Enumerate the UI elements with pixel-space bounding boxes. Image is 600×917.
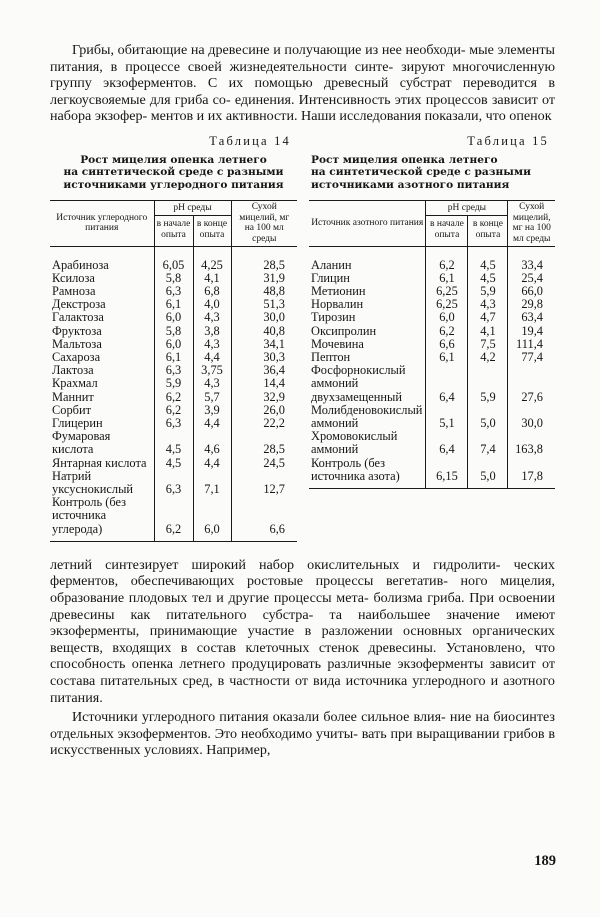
ph-start-cell: 6,1 xyxy=(154,351,193,364)
table-row xyxy=(50,325,297,338)
source-cell: Фруктоза xyxy=(50,325,154,338)
text-line: мые элементы питания, в процессе своей жизнедеятельности синте- xyxy=(50,42,555,75)
source-cell: Фумаровая кислота xyxy=(50,430,154,456)
table-row xyxy=(309,430,555,456)
ph-end-cell: 4,4 xyxy=(193,351,231,364)
ph-start-cell: 6,0 xyxy=(154,311,193,324)
ph-start-cell: 6,05 xyxy=(154,246,193,272)
ph-start-cell: 6,1 xyxy=(426,351,468,364)
ph-end-cell: 4,6 xyxy=(193,430,231,456)
ph-start-cell: 6,25 xyxy=(426,285,468,298)
ph-end-cell: 4,2 xyxy=(468,351,508,364)
dry-mass-cell: 14,4 xyxy=(231,377,297,390)
ph-end-cell: 7,4 xyxy=(468,430,508,456)
table-row xyxy=(50,470,297,496)
dry-mass-cell: 12,7 xyxy=(231,470,297,496)
source-cell: Маннит xyxy=(50,391,154,404)
text-line: питательных сред, в частности от вида источника углеродного и xyxy=(100,672,499,689)
source-cell: Пептон xyxy=(309,351,426,364)
source-cell: Сахароза xyxy=(50,351,154,364)
text-line: вать при выращивании грибов в искусственных условиях. Например, xyxy=(50,725,555,759)
ph-start-cell: 6,4 xyxy=(426,364,468,404)
dry-mass-cell: 63,4 xyxy=(508,311,555,324)
table-row xyxy=(50,496,297,541)
dry-mass-cell: 34,1 xyxy=(231,338,297,351)
ph-start-cell: 6,0 xyxy=(426,311,468,324)
dry-mass-cell: 32,9 xyxy=(231,391,297,404)
source-cell: Фосфорнокислый аммоний двухзамещенный xyxy=(309,364,426,404)
ph-end-cell: 4,3 xyxy=(193,377,231,390)
table-row xyxy=(50,457,297,470)
table-row xyxy=(309,325,555,338)
source-cell: Метионин xyxy=(309,285,426,298)
ph-end-cell: 4,1 xyxy=(468,325,508,338)
dry-mass-cell: 163,8 xyxy=(508,430,555,456)
source-cell: Мальтоза xyxy=(50,338,154,351)
body-paragraph xyxy=(50,557,555,706)
table-row xyxy=(50,311,297,324)
col-header-source: Источник углеродного питания xyxy=(50,201,154,246)
ph-start-cell: 5,9 xyxy=(154,377,193,390)
dry-mass-cell: 24,5 xyxy=(231,457,297,470)
col-header-ph: pH среды xyxy=(154,201,231,216)
table-row xyxy=(309,404,555,430)
dry-mass-cell: 30,3 xyxy=(231,351,297,364)
ph-end-cell: 5,9 xyxy=(468,285,508,298)
text-line: ние на биосинтез отдельных экзоферментов. Это необходимо учиты- xyxy=(50,709,555,742)
ph-start-cell: 6,2 xyxy=(426,325,468,338)
ph-end-cell: 5,0 xyxy=(468,457,508,489)
table-14-label: Таблица 14 xyxy=(209,133,291,148)
table-15-body xyxy=(309,246,555,488)
ph-end-cell: 3,8 xyxy=(193,325,231,338)
text-line: единения. Интенсивность этих процессов зависит от набора экзофер- xyxy=(50,91,555,125)
dry-mass-cell: 29,8 xyxy=(508,298,555,311)
ph-start-cell: 6,3 xyxy=(154,285,193,298)
body-paragraph xyxy=(50,709,555,759)
caption-line: на синтетической среде с разными xyxy=(63,166,284,179)
caption-line: Рост мицелия опенка летнего xyxy=(80,153,267,166)
dry-mass-cell: 30,0 xyxy=(508,404,555,430)
ph-start-cell: 6,25 xyxy=(426,298,468,311)
ph-end-cell: 7,1 xyxy=(193,470,231,496)
source-cell: Контроль (без источника углерода) xyxy=(50,496,154,541)
ph-end-cell: 5,7 xyxy=(193,391,231,404)
ph-start-cell: 6,15 xyxy=(426,457,468,489)
text-line: ческих ферментов, обеспечивающих ростовые процессы вегетатив- xyxy=(50,556,555,590)
table-15 xyxy=(309,200,555,489)
col-header-dry: Сухой мицелий, мг на 100 мл среды xyxy=(508,201,555,246)
dry-mass-cell: 28,5 xyxy=(231,246,297,272)
caption-line: на синтетической среде с разными xyxy=(311,166,531,179)
source-cell: Мочевина xyxy=(309,338,426,351)
text-line: зируют многочисленную группу экзоферментов. С их помощью xyxy=(50,58,555,92)
source-cell: Арабиноза xyxy=(50,246,154,272)
table-15-caption xyxy=(309,154,555,191)
dry-mass-cell: 6,6 xyxy=(231,496,297,541)
table-row xyxy=(50,246,297,272)
table-row xyxy=(50,338,297,351)
text-line: та наибольшее значение имеют экзоферменты, принимающие участие xyxy=(50,606,556,640)
caption-line: источниками азотного питания xyxy=(311,178,510,191)
ph-end-cell: 4,0 xyxy=(193,298,231,311)
ph-start-cell: 6,2 xyxy=(154,404,193,417)
table-14-body xyxy=(50,246,297,541)
source-cell: Норвалин xyxy=(309,298,426,311)
source-cell: Оксипролин xyxy=(309,325,426,338)
text-line: Грибы, обитающие на древесине и получающие из нее необходи- xyxy=(72,42,466,58)
text-line: Источники углеродного питания оказали более сильное влия- xyxy=(72,709,446,726)
col-header-ph-end: в конце опыта xyxy=(468,215,508,246)
table-row xyxy=(50,430,297,456)
source-cell: Тирозин xyxy=(309,311,426,324)
ph-end-cell: 4,4 xyxy=(193,457,231,470)
ph-start-cell: 5,8 xyxy=(154,272,193,285)
source-cell: Натрий уксуснокислый xyxy=(50,470,154,496)
ph-end-cell: 5,0 xyxy=(468,404,508,430)
source-cell: Янтарная кислота xyxy=(50,457,154,470)
ph-start-cell: 6,2 xyxy=(154,391,193,404)
caption-line: Рост мицелия опенка летнего xyxy=(311,153,498,166)
text-line: летний синтезирует широкий набор окислительных и гидролити- xyxy=(50,556,501,573)
ph-start-cell: 4,5 xyxy=(154,457,193,470)
text-line: летнего продуцировать различные экзоферменты зависит от состава xyxy=(50,656,555,689)
ph-start-cell: 5,8 xyxy=(154,325,193,338)
col-header-dry: Сухой мицелий, мг на 100 мл среды xyxy=(231,201,297,246)
ph-end-cell: 4,3 xyxy=(193,311,231,324)
ph-start-cell: 4,5 xyxy=(154,430,193,456)
table-15-label: Таблица 15 xyxy=(467,133,549,148)
source-cell: Ксилоза xyxy=(50,272,154,285)
text-line: клеточных стенок древесины. Установлено, что способность опенка xyxy=(50,639,555,673)
table-14 xyxy=(50,200,297,542)
ph-start-cell: 6,3 xyxy=(154,470,193,496)
col-header-ph-start: в начале опыта xyxy=(154,215,193,246)
source-cell: Рамноза xyxy=(50,285,154,298)
dry-mass-cell: 19,4 xyxy=(508,325,555,338)
ph-end-cell: 3,9 xyxy=(193,404,231,417)
dry-mass-cell: 66,0 xyxy=(508,285,555,298)
table-row xyxy=(309,246,555,272)
text-line: древесный субстрат переводится в легкоусвояемые для гриба со- xyxy=(50,75,555,108)
dry-mass-cell: 30,0 xyxy=(231,311,297,324)
ph-end-cell: 4,5 xyxy=(468,246,508,272)
table-15-block xyxy=(309,134,555,542)
table-row xyxy=(50,377,297,390)
table-row xyxy=(309,457,555,489)
tables-row xyxy=(50,134,555,542)
ph-start-cell: 6,6 xyxy=(426,338,468,351)
dry-mass-cell: 36,4 xyxy=(231,364,297,377)
ph-end-cell: 6,0 xyxy=(193,496,231,541)
dry-mass-cell: 40,8 xyxy=(231,325,297,338)
table-row xyxy=(50,391,297,404)
ph-end-cell: 4,3 xyxy=(193,338,231,351)
col-header-ph-start: в начале опыта xyxy=(426,215,468,246)
source-cell: Аланин xyxy=(309,246,426,272)
ph-start-cell: 6,1 xyxy=(154,298,193,311)
dry-mass-cell: 17,8 xyxy=(508,457,555,489)
dry-mass-cell: 26,0 xyxy=(231,404,297,417)
text-line: азотного питания. xyxy=(50,672,555,706)
ph-start-cell: 6,2 xyxy=(426,246,468,272)
ph-end-cell: 5,9 xyxy=(468,364,508,404)
page-content xyxy=(50,42,555,759)
ph-start-cell: 6,0 xyxy=(154,338,193,351)
intro-paragraph xyxy=(50,42,555,125)
source-cell: Контроль (без источника азота) xyxy=(309,457,426,489)
ph-start-cell: 6,2 xyxy=(154,496,193,541)
text-line: болизма гриба. При освоении древесины как питательного субстра- xyxy=(50,590,555,623)
col-header-ph-end: в конце опыта xyxy=(193,215,231,246)
source-cell: Крахмал xyxy=(50,377,154,390)
source-cell: Сорбит xyxy=(50,404,154,417)
ph-end-cell: 6,8 xyxy=(193,285,231,298)
source-cell: Галактоза xyxy=(50,311,154,324)
ph-start-cell: 6,1 xyxy=(426,272,468,285)
ph-end-cell: 4,1 xyxy=(193,272,231,285)
source-cell: Глицерин xyxy=(50,417,154,430)
dry-mass-cell: 22,2 xyxy=(231,417,297,430)
ph-start-cell: 5,1 xyxy=(426,404,468,430)
ph-end-cell: 4,25 xyxy=(193,246,231,272)
dry-mass-cell: 33,4 xyxy=(508,246,555,272)
text-line: ментов и их активности. Наши исследования показали, что опенок xyxy=(150,108,552,125)
col-header-ph: pH среды xyxy=(426,201,508,216)
source-cell: Хромовокислый аммоний xyxy=(309,430,426,456)
dry-mass-cell: 51,3 xyxy=(231,298,297,311)
dry-mass-cell: 77,4 xyxy=(508,351,555,364)
ph-end-cell: 4,7 xyxy=(468,311,508,324)
ph-end-cell: 4,4 xyxy=(193,417,231,430)
ph-end-cell: 3,75 xyxy=(193,364,231,377)
text-line: в разложении основных органических веществ, входящих в состав xyxy=(50,623,555,656)
source-cell: Молибденовокислый аммоний xyxy=(309,404,426,430)
table-14-block xyxy=(50,134,297,542)
col-header-source: Источник азотного питания xyxy=(309,201,426,246)
ph-start-cell: 6,3 xyxy=(154,417,193,430)
ph-start-cell: 6,3 xyxy=(154,364,193,377)
source-cell: Лактоза xyxy=(50,364,154,377)
ph-end-cell: 7,5 xyxy=(468,338,508,351)
ph-start-cell: 6,4 xyxy=(426,430,468,456)
text-line: ного мицелия, образование плодовых тел и другие процессы мета- xyxy=(50,573,555,607)
source-cell: Декстроза xyxy=(50,298,154,311)
dry-mass-cell: 48,8 xyxy=(231,285,297,298)
table-row xyxy=(309,311,555,324)
table-row xyxy=(309,364,555,404)
dry-mass-cell: 111,4 xyxy=(508,338,555,351)
table-row xyxy=(309,338,555,351)
source-cell: Глицин xyxy=(309,272,426,285)
table-row xyxy=(309,272,555,285)
page-number: 189 xyxy=(534,853,556,869)
dry-mass-cell: 25,4 xyxy=(508,272,555,285)
dry-mass-cell: 28,5 xyxy=(231,430,297,456)
dry-mass-cell: 27,6 xyxy=(508,364,555,404)
ph-end-cell: 4,3 xyxy=(468,298,508,311)
ph-end-cell: 4,5 xyxy=(468,272,508,285)
table-14-caption xyxy=(50,154,297,191)
caption-line: источниками углеродного питания xyxy=(63,178,284,191)
dry-mass-cell: 31,9 xyxy=(231,272,297,285)
table-row xyxy=(50,272,297,285)
